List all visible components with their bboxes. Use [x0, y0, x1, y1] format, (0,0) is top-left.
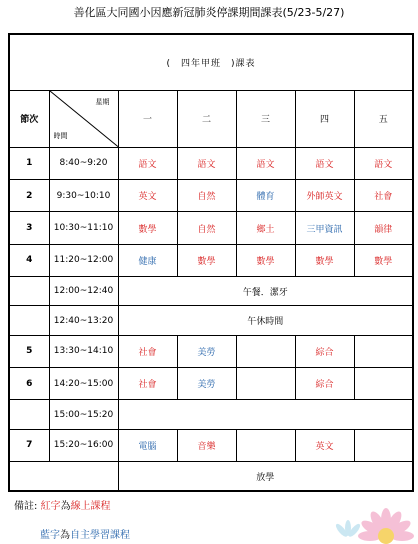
- period-number: [9, 306, 49, 335]
- schedule-row: [9, 368, 413, 400]
- merged-activity-cell: 午餐．潔牙: [118, 277, 413, 306]
- day-header-fri: 五: [354, 91, 413, 148]
- period-number: 3: [9, 212, 49, 244]
- course-cell: 美勞: [177, 368, 236, 400]
- course-cell: 語文: [118, 147, 177, 179]
- time-slot: 14:20~15:00: [49, 368, 118, 400]
- period-number: [9, 462, 118, 491]
- course-cell: 自然: [177, 212, 236, 244]
- course-cell: 綜合: [295, 368, 354, 400]
- legend-blue-mid: 為: [60, 530, 70, 541]
- empty-cell: [118, 400, 413, 429]
- course-cell: 電腦: [118, 429, 177, 461]
- merged-activity-cell: 放學: [118, 462, 413, 491]
- course-cell: 語文: [177, 147, 236, 179]
- period-number: [9, 277, 49, 306]
- day-label: 星期: [95, 98, 110, 107]
- course-cell: [354, 335, 413, 367]
- course-cell: 自然: [177, 180, 236, 212]
- schedule-row: [9, 277, 413, 306]
- day-header-tue: 二: [177, 91, 236, 148]
- legend-note-2: [40, 526, 130, 541]
- legend-red-mid: 為: [60, 501, 71, 512]
- course-cell: 綜合: [295, 335, 354, 367]
- course-cell: 三甲資訊: [295, 212, 354, 244]
- legend-blue-desc: 自主學習課程: [70, 530, 130, 541]
- legend-note: [14, 500, 111, 514]
- schedule-row: [9, 429, 413, 461]
- schedule-row: [9, 244, 413, 276]
- page-heading: 善化區大同國小因應新冠肺炎停課期間課表(5/23-5/27): [73, 6, 345, 19]
- time-slot: 12:40~13:20: [49, 306, 118, 335]
- legend-red-word: 紅字: [40, 501, 61, 512]
- day-header-thu: 四: [295, 91, 354, 148]
- schedule-row: [9, 180, 413, 212]
- period-header: 節次: [9, 91, 49, 148]
- legend-prefix: 備註:: [14, 501, 38, 512]
- course-cell: 音樂: [177, 429, 236, 461]
- schedule-row: [9, 212, 413, 244]
- legend-blue-word: 藍字: [40, 530, 60, 541]
- day-time-header: [49, 91, 118, 148]
- period-number: 2: [9, 180, 49, 212]
- schedule-row: [9, 335, 413, 367]
- course-cell: [236, 368, 295, 400]
- time-label: 時間: [53, 131, 68, 140]
- course-cell: 數學: [118, 212, 177, 244]
- schedule-row: [9, 400, 413, 429]
- course-cell: 社會: [118, 335, 177, 367]
- course-cell: 數學: [236, 244, 295, 276]
- timetable: [8, 33, 414, 492]
- course-cell: [236, 429, 295, 461]
- course-cell: 美勞: [177, 335, 236, 367]
- course-cell: 語文: [354, 147, 413, 179]
- period-number: 6: [9, 368, 49, 400]
- time-slot: 15:20~16:00: [49, 429, 118, 461]
- time-slot: 10:30~11:10: [49, 212, 118, 244]
- period-number: 7: [9, 429, 49, 461]
- course-cell: 外師英文: [295, 180, 354, 212]
- flower-decoration-icon: [322, 492, 418, 544]
- period-number: 4: [9, 244, 49, 276]
- day-header-mon: 一: [118, 91, 177, 148]
- time-slot: 12:00~12:40: [49, 277, 118, 306]
- course-cell: 英文: [295, 429, 354, 461]
- course-cell: 社會: [354, 180, 413, 212]
- course-cell: 語文: [236, 147, 295, 179]
- time-slot: 11:20~12:00: [49, 244, 118, 276]
- legend-red-desc: 線上課程: [70, 501, 111, 512]
- course-cell: 健康: [118, 244, 177, 276]
- course-cell: [354, 368, 413, 400]
- course-cell: 體育: [236, 180, 295, 212]
- course-cell: [354, 429, 413, 461]
- time-slot: 9:30~10:10: [49, 180, 118, 212]
- course-cell: 數學: [354, 244, 413, 276]
- course-cell: 英文: [118, 180, 177, 212]
- day-header-wed: 三: [236, 91, 295, 148]
- schedule-row: [9, 462, 413, 491]
- timetable-title: ( 四年甲班 )課表: [9, 34, 413, 91]
- time-slot: 15:00~15:20: [49, 400, 118, 429]
- course-cell: [236, 335, 295, 367]
- course-cell: 數學: [177, 244, 236, 276]
- merged-activity-cell: 午休時間: [118, 306, 413, 335]
- time-slot: 13:30~14:10: [49, 335, 118, 367]
- course-cell: 韻律: [354, 212, 413, 244]
- course-cell: 鄉土: [236, 212, 295, 244]
- period-number: 1: [9, 147, 49, 179]
- course-cell: 數學: [295, 244, 354, 276]
- course-cell: 社會: [118, 368, 177, 400]
- period-number: 5: [9, 335, 49, 367]
- schedule-row: [9, 306, 413, 335]
- course-cell: 語文: [295, 147, 354, 179]
- time-slot: 8:40~9:20: [49, 147, 118, 179]
- schedule-row: [9, 147, 413, 179]
- period-number: [9, 400, 49, 429]
